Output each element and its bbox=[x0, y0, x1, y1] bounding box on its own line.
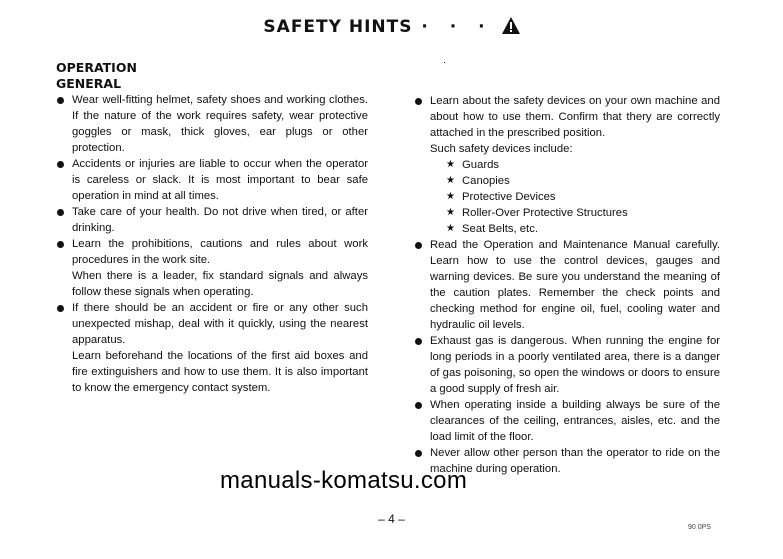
list-item bbox=[414, 237, 720, 333]
left-column bbox=[56, 60, 368, 396]
item-text: Exhaust gas is dangerous. When running the engine for long periods in a poorly ventilated area, there is a danger of gas poisoning, so open the windows or doors to ensure a good supply of fresh air. bbox=[430, 335, 720, 395]
sub-item bbox=[414, 205, 720, 221]
star-icon: ★ bbox=[446, 159, 455, 170]
sub-item bbox=[414, 221, 720, 237]
section-title: OPERATION bbox=[56, 60, 137, 75]
item-text: Wear well-fitting helmet, safety shoes and working clothes. If the nature of the work requires safety, wear protective goggles or mask, thick gloves, ear plugs or other protection. bbox=[72, 94, 368, 154]
list-item bbox=[56, 156, 368, 204]
bullet-icon bbox=[415, 402, 422, 409]
warning-triangle-icon bbox=[502, 17, 520, 39]
item-text: If there should be an accident or fire or any other such unexpected mishap, deal with it quickly, using the nearest apparatus. bbox=[72, 302, 368, 346]
item-text: When operating inside a building always be sure of the clearances of the ceiling, entrances, aisles, etc. and the load limit of the floor. bbox=[430, 399, 720, 443]
item-text: Learn about the safety devices on your own machine and about how to use them. Confirm that thery are correctly attached in the prescribed position. bbox=[430, 95, 720, 139]
bullet-icon bbox=[57, 305, 64, 312]
sub-item bbox=[414, 173, 720, 189]
scan-speck bbox=[444, 62, 445, 63]
list-item bbox=[56, 92, 368, 156]
title-dots: · · · bbox=[421, 17, 493, 37]
bullet-icon bbox=[415, 450, 422, 457]
bullet-icon bbox=[57, 97, 64, 104]
item-extra: When there is a leader, fix standard signals and always follow these signals when operating. bbox=[72, 270, 368, 298]
item-text: Take care of your health. Do not drive when tired, or after drinking. bbox=[72, 206, 368, 234]
item-text: Never allow other person than the operator to ride on the machine during operation. bbox=[430, 447, 720, 475]
page-number: – 4 – bbox=[378, 512, 405, 526]
list-item bbox=[56, 300, 368, 348]
bullet-icon bbox=[57, 161, 64, 168]
star-icon: ★ bbox=[446, 223, 455, 234]
item-text: Accidents or injuries are liable to occur when the operator is careless or slack. It is most important to bear safe operation in mind at all times. bbox=[72, 158, 368, 202]
sub-item-text: Seat Belts, etc. bbox=[462, 223, 538, 235]
document-code: 90 0PS bbox=[688, 524, 711, 531]
sub-item-text: Canopies bbox=[462, 175, 510, 187]
star-icon: ★ bbox=[446, 175, 455, 186]
page-title bbox=[0, 17, 783, 39]
item-text: Read the Operation and Maintenance Manual carefully. Learn how to use the control devices, gauges and warning devices. Be sure you understand the meaning of the caution plates. Remember the check points and checking method for engine oil, fuel, cooling water and hydraulic oil levels. bbox=[430, 239, 720, 331]
sub-item-text: Roller-Over Protective Structures bbox=[462, 207, 628, 219]
item-extra: Learn beforehand the locations of the first aid boxes and fire extinguishers and how to use them. It is also important to know the emergency contact system. bbox=[72, 350, 368, 394]
item-text: Learn the prohibitions, cautions and rules about work procedures in the work site. bbox=[72, 238, 368, 266]
sub-item-text: Guards bbox=[462, 159, 500, 171]
sub-item bbox=[414, 157, 720, 173]
bullet-icon bbox=[415, 98, 422, 105]
bullet-icon bbox=[415, 242, 422, 249]
sub-item-text: Protective Devices bbox=[462, 191, 556, 203]
list-item bbox=[414, 397, 720, 445]
item-extra: Such safety devices include: bbox=[430, 143, 573, 155]
bullet-icon bbox=[57, 241, 64, 248]
list-item bbox=[414, 93, 720, 141]
star-icon: ★ bbox=[446, 207, 455, 218]
list-item bbox=[56, 204, 368, 236]
bullet-icon bbox=[415, 338, 422, 345]
list-item bbox=[56, 236, 368, 268]
subsection-title: GENERAL bbox=[56, 76, 122, 91]
watermark: manuals-komatsu.com bbox=[220, 467, 468, 494]
right-column bbox=[414, 93, 720, 477]
star-icon: ★ bbox=[446, 191, 455, 202]
sub-item bbox=[414, 189, 720, 205]
bullet-icon bbox=[57, 209, 64, 216]
title-text: SAFETY HINTS bbox=[263, 17, 413, 37]
list-item bbox=[414, 333, 720, 397]
